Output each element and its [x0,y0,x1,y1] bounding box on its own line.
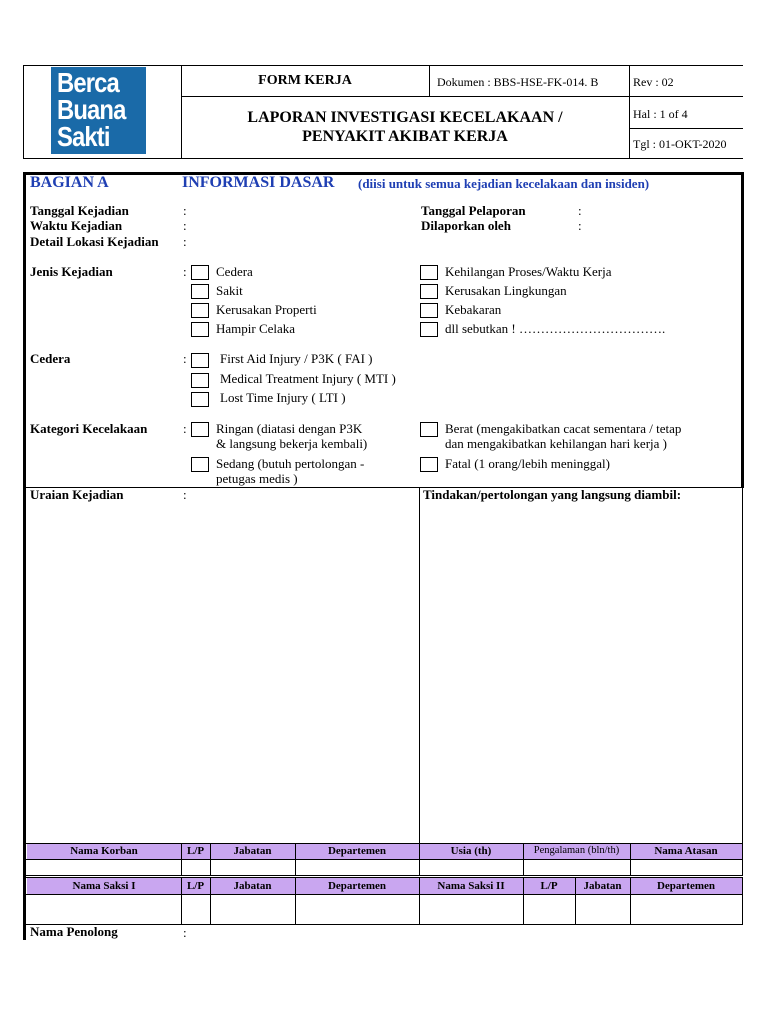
tanggal-pelaporan-label: Tanggal Pelaporan [421,203,526,218]
uraian-kejadian-label: Uraian Kejadian [30,487,124,502]
checkbox-kerusakan-lingkungan[interactable] [420,284,438,299]
tanggal-kejadian-label: Tanggal Kejadian [30,203,129,218]
col-lp: L/P [186,845,205,857]
section-top-border [23,172,743,175]
uraian-right-border [742,487,743,843]
header-top-border [23,65,743,66]
option-fatal: Fatal (1 orang/lebih meninggal) [445,456,610,471]
option-mti: Medical Treatment Injury ( MTI ) [220,371,396,386]
col-usia: Usia (th) [450,845,492,857]
saksi-header-bottom [25,894,743,895]
jenis-kejadian-label: Jenis Kejadian [30,264,113,279]
col-lp: L/P [540,880,558,892]
saksi-bottom-border [25,924,743,925]
checkbox-mti[interactable] [191,373,209,388]
checkbox-sedang[interactable] [191,457,209,472]
col-departemen: Departemen [327,845,387,857]
revision: Rev : 02 [633,75,674,89]
header-divider-doc [429,65,430,96]
checkbox-ringan[interactable] [191,422,209,437]
colon: : [183,421,187,436]
colon: : [183,234,187,249]
header-left-border [23,65,24,159]
colon: : [183,487,187,502]
option-fai: First Aid Injury / P3K ( FAI ) [220,351,373,366]
colon: : [578,218,582,233]
form-title-line1: LAPORAN INVESTIGASI KECELAKAAN / [247,109,563,126]
colon: : [183,351,187,366]
korban-header-bottom [25,859,743,860]
form-type: FORM KERJA [258,73,352,88]
option-hampir-celaka: Hampir Celaka [216,321,296,336]
uraian-kejadian-area[interactable] [27,504,418,842]
header-divider-meta [629,65,630,159]
option-kerusakan-properti: Kerusakan Properti [216,302,317,317]
dilaporkan-oleh-label: Dilaporkan oleh [421,218,511,233]
colon: : [183,925,187,940]
detail-lokasi-label: Detail Lokasi Kejadian [30,234,159,249]
section-label: BAGIAN A [30,174,109,191]
colon: : [578,203,582,218]
document-number: Dokumen : BBS-HSE-FK-014. B [437,75,599,89]
checkbox-berat[interactable] [420,422,438,437]
korban-bottom-border [25,875,743,876]
col-jabatan: Jabatan [583,880,622,892]
kategori-label: Kategori Kecelakaan [30,421,148,436]
section-subtitle: (diisi untuk semua kejadian kecelakaan dan insiden) [358,176,650,191]
col-departemen: Departemen [656,880,716,892]
checkbox-lti[interactable] [191,392,209,407]
col-nama-saksi-2: Nama Saksi II [437,880,505,892]
col-divider [742,877,743,924]
nama-penolong-label: Nama Penolong [30,924,118,939]
checkbox-hampir-celaka[interactable] [191,322,209,337]
colon: : [183,203,187,218]
checkbox-kebakaran[interactable] [420,303,438,318]
uraian-divider [419,487,420,843]
checkbox-kerusakan-properti[interactable] [191,303,209,318]
header-meta-border [629,128,743,129]
option-kebakaran: Kebakaran [445,302,502,317]
checkbox-kehilangan-proses[interactable] [420,265,438,280]
tindakan-area[interactable] [421,504,741,842]
section-title: INFORMASI DASAR [182,174,335,191]
col-nama-saksi-1: Nama Saksi I [72,880,136,892]
col-lp: L/P [186,880,205,892]
option-sedang-line2: petugas medis ) [216,471,298,486]
col-divider [742,843,743,875]
colon: : [183,218,187,233]
option-ringan-line1: Ringan (diatasi dengan P3K [216,421,363,436]
header-bottom-border [23,158,743,159]
checkbox-sakit[interactable] [191,284,209,299]
section-right-border [741,172,744,488]
col-jabatan: Jabatan [233,880,272,892]
col-nama-korban: Nama Korban [70,845,138,857]
option-ringan-line2: & langsung bekerja kembali) [216,436,368,451]
form-title-line2: PENYAKIT AKIBAT KERJA [302,128,508,145]
checkbox-fai[interactable] [191,353,209,368]
col-nama-atasan: Nama Atasan [654,845,718,857]
col-pengalaman: Pengalaman (bln/th) [533,845,620,856]
saksi-top-border [25,877,743,878]
checkbox-fatal[interactable] [420,457,438,472]
option-dll: dll sebutkan ! ……………………………. [445,321,666,336]
option-kehilangan-proses: Kehilangan Proses/Waktu Kerja [445,264,612,279]
waktu-kejadian-label: Waktu Kejadian [30,218,123,233]
cedera-label: Cedera [30,351,71,366]
option-sedang-line1: Sedang (butuh pertolongan - [216,456,365,471]
option-berat-line2: dan mengakibatkan kehilangan hari kerja ) [445,436,667,451]
tindakan-label: Tindakan/pertolongan yang langsung diambil: [423,487,682,502]
option-sakit: Sakit [216,283,243,298]
option-cedera: Cedera [216,264,253,279]
option-lti: Lost Time Injury ( LTI ) [220,390,346,405]
document-date: Tgl : 01-OKT-2020 [633,137,727,151]
col-departemen: Departemen [327,880,387,892]
section-left-border [23,172,26,940]
checkbox-dll[interactable] [420,322,438,337]
option-berat-line1: Berat (mengakibatkan cacat sementara / tetap [445,421,682,436]
checkbox-cedera[interactable] [191,265,209,280]
colon: : [183,264,187,279]
header-mid-border [181,96,743,97]
col-jabatan: Jabatan [233,845,272,857]
company-logo: Berca Buana Sakti [51,67,146,154]
option-kerusakan-lingkungan: Kerusakan Lingkungan [445,283,567,298]
page-number: Hal : 1 of 4 [633,107,688,121]
